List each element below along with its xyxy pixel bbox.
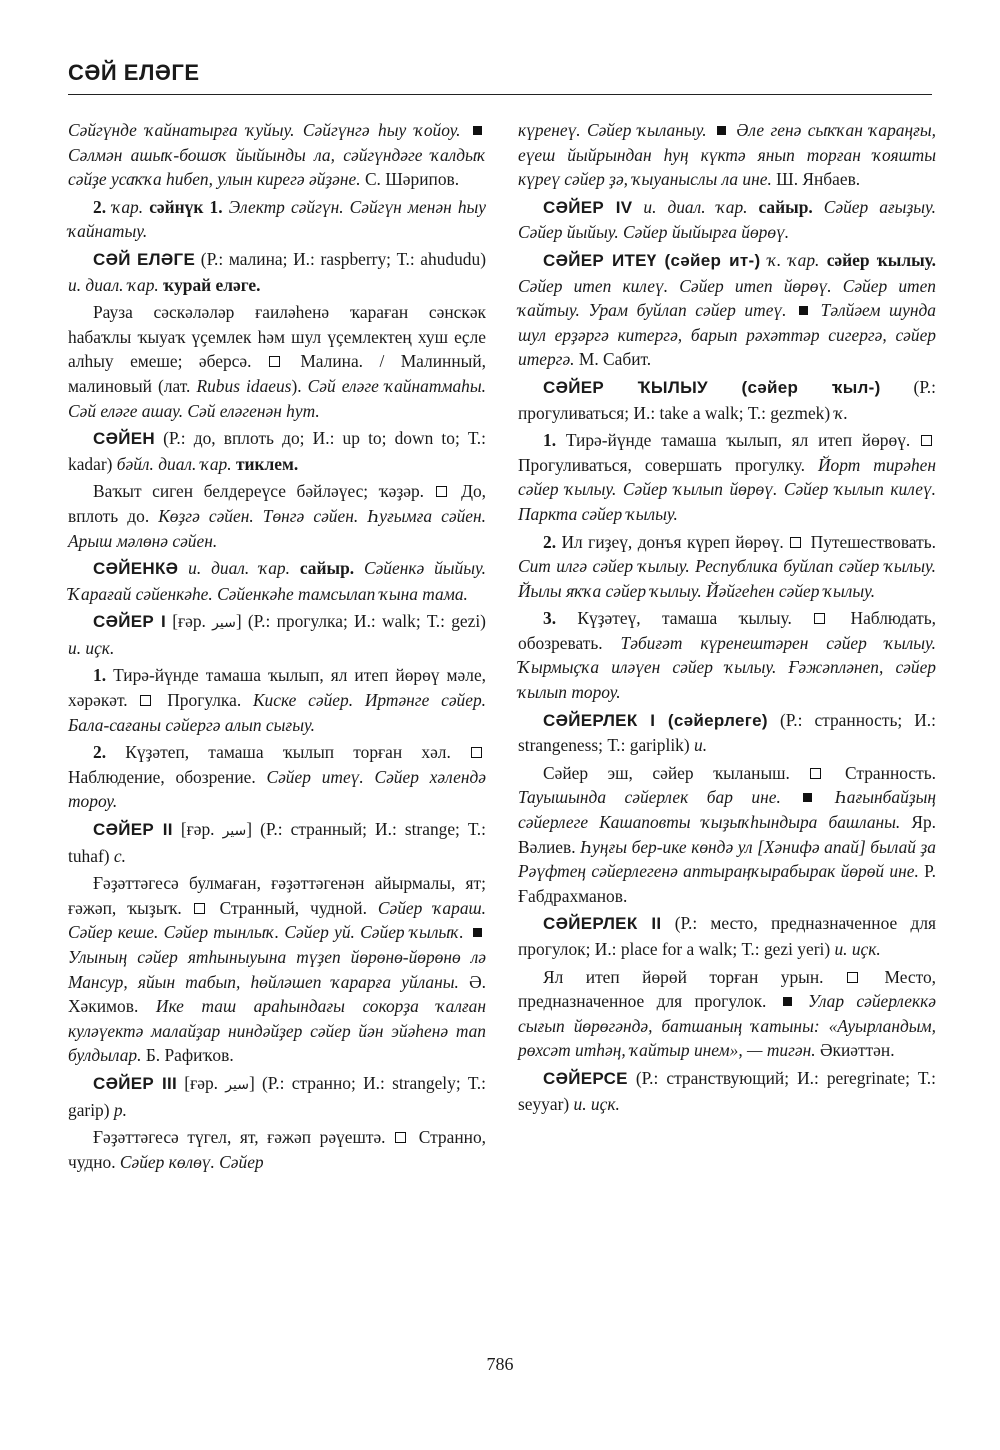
text-run: Сәйер көлөү. Сәйер [119,1151,264,1172]
text-run: [ғәр. [177,1072,226,1093]
arabic-etymon: سير [212,615,236,632]
text-run: Күҙәтеү, тамаша ҡылыу. [577,608,814,629]
running-head: СӘЙ ЕЛӘГЕ [68,60,200,85]
headword: СӘЙЕРЛЕК II [543,914,662,934]
text-run: Тәлйәем шунда шул ерҙәргә китергә, барып рәхәттәр сигергә, сәйер итергә. [518,300,937,370]
text-run: ҡ. ҡар. [767,249,827,270]
text-run: Тауышында сәйерлек бар ине. [518,787,800,808]
text-run: Ш. Янбаев. [776,169,861,190]
left-paragraph [68,479,486,553]
headword: СӘЙЕН [93,429,155,449]
text-run: Йорт тирәһен сәйер ҡылыу. Сәйер ҡылып йөрөү. Сәйер ҡылып килеү. Паркта сәйер ҡылыу. [518,454,936,524]
text-run: сәйнүк 1. [149,196,229,217]
text-run: ). [291,375,308,396]
text-run: ] (Р.: странно; И.: strangely; Т.: garip) [68,1072,486,1120]
text-run: и. иҫк. [68,637,115,658]
text-run: Тәбиғәт күренештәрен сәйер ҡылыу. Ҡырмыҫҡа иләүен сәйер ҡылыу. Ғәжәпләнеп, сәйер ҡылып тороу. [518,632,936,703]
headword: СӘЙЕР ИТЕҮ (сәйер ит-) [543,250,761,270]
left-paragraph [68,1071,486,1122]
text-run: Электр сәйгүн. Сәйгүн менән һыу ҡайнатыу. [68,196,487,242]
text-run: 2. [93,742,126,763]
text-run: До, вплоть до. [68,481,486,526]
open-square-icon [194,903,205,914]
column-left [68,118,486,1176]
text-run: [ғәр. [172,819,223,840]
text-run: Әкиәттән. [819,1040,895,1061]
right-paragraph [518,428,936,526]
headword: СӘЙЕРСЕ [543,1068,628,1088]
text-run: и. диал. ҡар. [643,196,759,217]
text-run [760,250,767,270]
text-run: [ғәр. [165,611,213,632]
filled-square-icon [473,126,482,135]
headword: СӘЙЕНКӘ [93,559,179,579]
text-run: С. Шәрипов. [364,169,460,190]
text-run: и. иҫк. [834,939,881,959]
text-run: Странный, чудной. [208,897,378,918]
text-run: и. диал. ҡар. [188,558,300,579]
text-run: Күҙәтеп, тамаша ҡылып торған хәл. [125,742,471,763]
text-run: Наблюдать, обозревать. [518,608,936,653]
text-run: Көҙгә сәйен. Төнгә сәйен. Һуғымға сәйен. Арыш мәлөнә сәйен. [68,505,487,551]
text-run: (Р.: странствующий; И.: peregrinate; Т.: seyyar) [518,1067,936,1114]
right-paragraph [518,248,936,372]
text-run: 2. [543,531,562,552]
text-run: Һуңғы бер-ике көндә ул [Хәнифә апай] былай ҙа Рәүфтең сәйерлегенә аптыраңҡырабырак йөрөй ине. [518,836,936,882]
right-paragraph [518,708,936,758]
left-paragraph [68,609,486,660]
text-run: и. [694,735,708,756]
text-run: р. [113,1099,127,1120]
headword: СӘЙЕРЛЕК I (сәйерлеге) [543,710,768,730]
column-right [518,118,936,1118]
text-run: бәйл. диал. ҡар. [116,453,236,474]
text-run: Ә. Хәкимов. [68,971,486,1017]
text-run: Һағынбайҙың сәйерлеге Кашаповты ҡыҙыҡһындыра башланы. [518,787,937,833]
arabic-etymon: سير [222,823,247,840]
text-run: Ғәҙәттәгесә түгел, ят, ғәжәп рәүештә. [93,1127,395,1148]
text-run: Яр. Вәлиев. [518,812,936,857]
filled-square-icon [783,997,792,1006]
open-square-icon [140,695,151,706]
text-run: сәйер ҡылыу. [826,249,936,270]
text-run: Р. Ғабдрахманов. [518,861,936,906]
open-square-icon [814,613,825,624]
text-run: Сәйер ҡараш. Сәйер кеше. Сәйер тынлыҡ. Сәйер уй. Сәйер ҡылыҡ. [68,897,486,943]
text-run: Тирә-йүнде тамаша ҡылып, ял итеп йөрөү мәле, хәрәкәт. [68,665,487,711]
right-paragraph [518,1066,936,1116]
headword: СӘЙЕР ҠЫЛЫУ (сәйер ҡыл-) [543,377,881,397]
headword: СӘЙЕР III [93,1073,178,1093]
left-paragraph [68,871,486,1068]
text-run: Прогуливаться, совершать прогулку. [518,454,818,475]
text-run: тиклем. [235,453,299,474]
text-run: М. Сабит. [578,349,652,370]
text-run: Улар сәйерлеккә сығып йөрөгәндә, батшаның ҡатыны: «Ауырландым, рөхсәт итһәң, ҡайтыр инем», — тигән. [518,991,936,1061]
text-run: Странность. [825,762,936,783]
text-run: Сәйенкә йыйыу. Ҡарағай сәйенкәһе. Сәйенкәһе тамсылап ҡына тама. [68,558,486,604]
text-run: (Р.: до, вплоть до; И.: up to; down to; Т.: kadar) [68,428,486,474]
text-run: Сәйер итеү. Сәйер хәлендә тороу. [68,766,486,812]
right-paragraph [518,195,936,245]
left-paragraph [68,195,486,244]
open-square-icon [269,356,280,367]
text-run: и. диал. ҡар. [68,274,164,295]
headword: СӘЙЕР I [93,612,166,632]
text-run: Сәйер эш, сәйер ҡыланыш. [543,762,810,783]
open-square-icon [471,747,482,758]
left-paragraph [68,247,486,297]
filled-square-icon [799,306,808,315]
right-paragraph [518,530,936,604]
open-square-icon [847,972,858,983]
open-square-icon [921,435,932,446]
text-run: Странно, чудно. [68,1127,486,1172]
text-run: Ғәҙәттәгесә булмаған, ғәҙәттәгенән айырмалы, ят; ғәжәп, ҡыҙыҡ. [68,873,486,918]
text-run: Rubus idaeus [196,375,292,396]
page-number: 786 [486,1354,514,1374]
left-paragraph [68,817,486,868]
text-run: 1. [543,430,566,451]
left-paragraph [68,556,486,606]
header-rule [68,94,932,95]
headword: СӘЙ ЕЛӘГЕ [93,249,196,269]
text-run: Наблюдение, обозрение. [68,766,267,787]
text-run [632,197,643,217]
text-run: (Р.: странность; И.: strangeness; Т.: gariplik) [518,709,936,756]
text-run: 2. [93,196,113,217]
text-run: и. иҫк. [573,1093,620,1114]
right-paragraph [518,761,936,909]
text-run: Әле генә сыҡҡан ҡараңғы, еүеш йыйрындан һуң күктә янып торған ҡояшты күреү сәйер ҙә, ҡыуаныслы ла ине. [518,120,937,190]
text-run: (Р.: прогуливаться; И.: take a walk; Т.: gezmek) [518,376,936,423]
right-paragraph [518,118,936,192]
right-paragraph [518,375,936,425]
left-paragraph [68,663,486,737]
right-paragraph [518,911,936,961]
text-run: ҡар. [112,196,150,217]
text-run: Улының сәйер ятһыныуына түҙеп йөрөнө-йөрөнө лә Мансур, яйын табып, һөйләшеп ҡарарға уйланы. [68,947,486,992]
text-run: Место, предназначенное для прогулок. [518,966,937,1012]
text-run: Рауза сәскәләләр ғаиләһенә ҡараған сәнскәк һабаҡлы ҡыуаҡ үҫемлек һәм шул үҫемлектең хуш еҫле алһыу емеше; әберсә. [68,302,486,372]
open-square-icon [436,486,447,497]
arabic-etymon: سير [225,1076,249,1093]
text-run: күренеү. Сәйер ҡыланыу. [518,120,713,140]
text-run: Путешествовать. [805,531,937,552]
filled-square-icon [473,928,482,937]
text-run: (Р.: малина; И.: raspberry; Т.: ahududu) [195,248,486,269]
filled-square-icon [803,793,812,802]
text-run: 3. [543,608,578,629]
text-run: ] (Р.: прогулка; И.: walk; Т.: gezi) [235,611,486,632]
text-run: Прогулка. [155,690,253,711]
text-run: Сәлмән ашыҡ-бошоҡ йыйынды ла, сәйгүндәге ҡалдыҡ сәйҙе усаҡҡа һибеп, улын кирегә әйҙәне. [68,144,486,190]
left-paragraph [68,300,486,423]
text-run: Ике таш араһындағы сокорҙа ҡалған куләүектә малайҙар ниндәйҙер сәйер йән эйәһенә тап булдылар. [68,996,487,1066]
text-run: Сит илгә сәйер ҡылыу. Республика буйлап сәйер ҡылыу. Йылы яҡҡа сәйер ҡылыу. Йәйгеһен сәйер ҡылыу. [518,556,936,601]
text-run: ] (Р.: странный; И.: strange; Т.: tuhaf) [68,819,486,866]
text-run: сайыр. [299,558,364,579]
text-run: (Р.: место, предназначенное для прогулок; И.: place for a walk; Т.: gezi yeri) [518,913,936,959]
text-run: Ял итеп йөрөй торған урын. [543,966,846,987]
text-run: 1. [93,665,114,686]
text-run: Сәйер ағыҙыу. Сәйер йыйыу. Сәйер йыйырға йөрөү. [518,196,936,243]
left-paragraph [68,740,486,814]
left-paragraph [68,118,486,192]
left-paragraph [68,1125,486,1174]
right-paragraph [518,965,936,1063]
text-run: с. [113,845,126,866]
text-run: Б. Рафиҡов. [145,1045,234,1066]
text-run: Тирә-йүнде тамаша ҡылып, ял итеп йөрөү. [565,430,921,451]
filled-square-icon [717,126,726,135]
text-run: Киске сәйер. Иртәнге сәйер. Бала-сағаны сәйергә алып сығыу. [68,690,486,735]
headword: СӘЙЕР IV [543,197,633,217]
open-square-icon [790,537,801,548]
left-paragraph [68,426,486,476]
text-run: ҡ. [834,402,849,423]
text-run: Ваҡыт сиген белдереүсе бәйләүес; ҡәҙәр. [93,481,435,502]
open-square-icon [395,1132,406,1143]
open-square-icon [810,768,821,779]
text-run: Ил гиҙеү, донъя күреп йөрөү. [561,531,790,552]
text-run: Сәйер итеп килеү. Сәйер итеп йөрөү. Сәйер итеп ҡайтыу. Урам буйлап сәйер итеү. [518,275,936,321]
text-run: Малина. / Малинный, малиновый (лат. [68,351,486,396]
text-run [178,558,188,578]
text-run: сайыр. [758,196,824,217]
text-run: Сәйгүнде ҡайнатырға ҡуйыу. Сәйгүнгә һыу ҡойоу. [68,120,469,140]
text-run: Сәй еләге ҡайнатмаһы. Сәй еләге ашау. Сәй еләгенән һут. [68,375,486,421]
headword: СӘЙЕР II [93,820,173,840]
right-paragraph [518,606,936,704]
text-run: ҡурай еләге. [163,274,261,295]
